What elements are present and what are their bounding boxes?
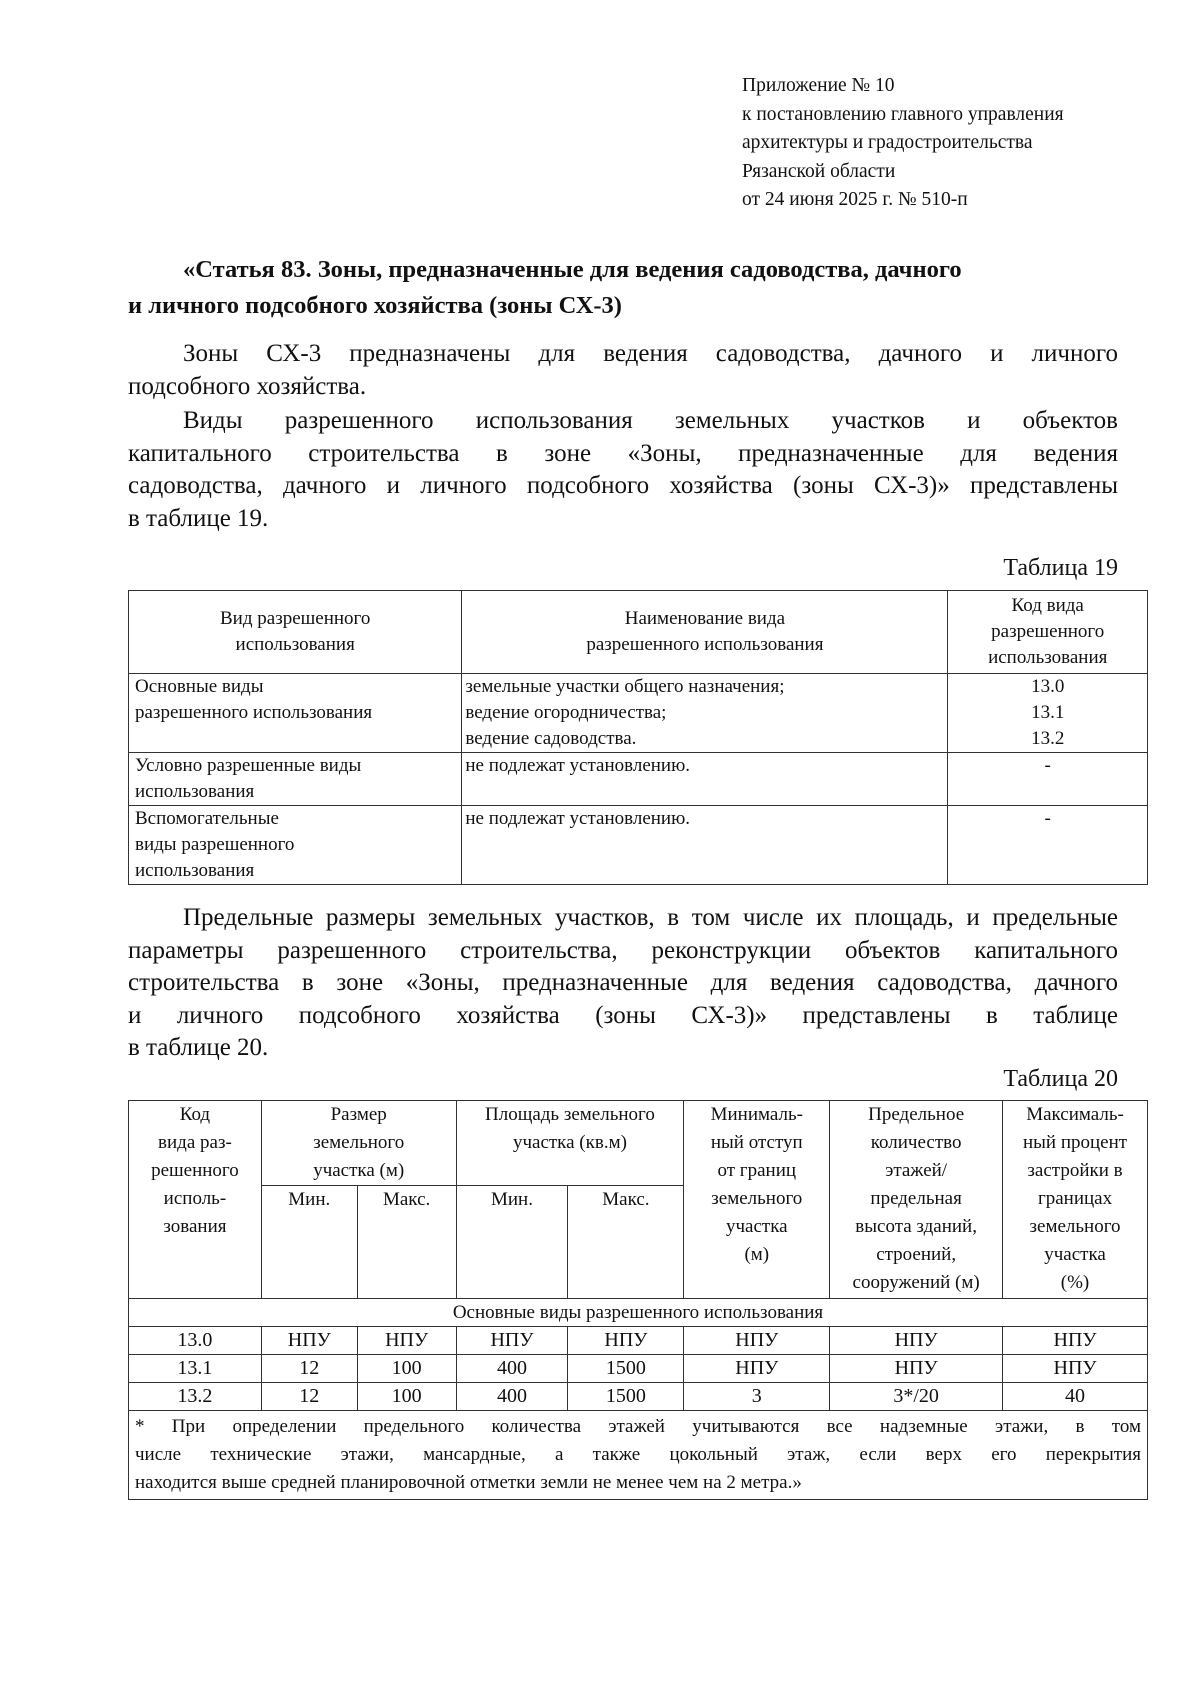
header-text: Площадь земельного [485, 1104, 655, 1125]
table19-caption: Таблица 19 [1003, 555, 1118, 581]
cell: 400 [456, 1355, 568, 1383]
header-text: участка (м) [313, 1160, 405, 1181]
footnote-line: находится выше средней планировочной отметки земли не менее чем на 2 метра.» [135, 1472, 802, 1493]
paragraph-line: строительства в зоне «Зоны, предназначенные для ведения садоводства, дачного [128, 969, 1118, 996]
header-cell [129, 591, 462, 674]
use-name-cell [462, 753, 948, 806]
paragraph-line: в таблице 20. [128, 1034, 269, 1061]
header-text: сооружений (м) [852, 1272, 980, 1293]
header-cell-floors [830, 1101, 1003, 1299]
header-text: решенного [151, 1160, 239, 1181]
use-code-cell [948, 674, 1148, 753]
paragraph-line: и личного подсобного хозяйства (зоны СХ-3)» представлены в таблице [128, 1001, 1118, 1029]
header-text: высота зданий, [855, 1216, 977, 1237]
cell-text: разрешенного использования [135, 702, 373, 723]
appendix-line: от 24 июня 2025 г. № 510-п [742, 189, 968, 210]
header-text: количество [870, 1132, 962, 1153]
cell: 100 [357, 1355, 456, 1383]
cell-text: виды разрешенного [135, 834, 295, 855]
header-cell-size-max: Макс. [357, 1186, 456, 1299]
header-text: Максималь- [1026, 1104, 1124, 1125]
cell-text: земельные участки общего назначения; [465, 676, 785, 697]
cell-text: Основные виды [135, 676, 264, 697]
header-text: Код [179, 1104, 211, 1125]
header-cell-size [261, 1101, 456, 1186]
header-text: Минималь- [710, 1104, 803, 1125]
paragraph-line: Зоны СХ-3 предназначены для ведения садоводства, дачного и личного [183, 340, 1118, 367]
cell-text: 13.1 [1031, 702, 1065, 723]
cell: НПУ [684, 1327, 830, 1355]
header-cell-code [129, 1101, 262, 1299]
table-footnote-row [129, 1411, 1148, 1500]
header-text: Код вида [1011, 595, 1084, 616]
cell: НПУ [1003, 1327, 1148, 1355]
header-cell-area [456, 1101, 684, 1186]
cell: НПУ [1003, 1355, 1148, 1383]
header-text: земельного [1029, 1216, 1121, 1237]
cell: НПУ [357, 1327, 456, 1355]
header-text: участка [1044, 1244, 1106, 1265]
cell: НПУ [261, 1327, 357, 1355]
appendix-line: к постановлению главного управления [742, 103, 1064, 125]
table-section-row [129, 1299, 1148, 1327]
cell-text: ведение огородничества; [465, 702, 667, 723]
table-header-row [129, 591, 1148, 674]
cell: 1500 [568, 1355, 684, 1383]
cell-text: 13.2 [1031, 728, 1065, 749]
table-row [129, 806, 1148, 885]
paragraph-line: Предельные размеры земельных участков, в том числе их площадь, и предельные [183, 904, 1118, 931]
footnote [129, 1411, 1148, 1500]
cell: 13.0 [129, 1327, 262, 1355]
appendix-header [742, 72, 1064, 215]
table-row [129, 1383, 1148, 1411]
cell: 13.2 [129, 1383, 262, 1411]
paragraph-line: подсобного хозяйства. [128, 372, 367, 400]
use-code-cell [948, 753, 1148, 806]
header-text: строений, [876, 1244, 957, 1265]
paragraph-intro [128, 338, 1118, 403]
use-name-cell [462, 674, 948, 753]
cell-text: использования [135, 781, 255, 802]
use-code-cell [948, 806, 1148, 885]
cell-text: Условно разрешенные виды [135, 755, 362, 776]
header-text: разрешенного [991, 621, 1105, 642]
header-cell-area-min: Мин. [456, 1186, 568, 1299]
header-text: разрешенного использования [586, 634, 824, 655]
header-cell-setback [684, 1101, 830, 1299]
title-line: «Статья 83. Зоны, предназначенные для ведения садоводства, дачного [183, 256, 962, 283]
cell: 3*/20 [830, 1383, 1003, 1411]
title-line: и личного подсобного хозяйства (зоны СХ-3) [128, 292, 622, 319]
header-text: Размер [330, 1104, 387, 1125]
header-text: предельная [870, 1188, 962, 1209]
header-text: (м) [744, 1244, 770, 1265]
cell-text: ведение садоводства. [465, 728, 637, 749]
cell-text: - [1044, 755, 1051, 776]
cell-text: не подлежат установлению. [465, 755, 691, 776]
footnote-line: числе технические этажи, мансардные, а также цокольный этаж, если верх его перекрытия [135, 1444, 1141, 1465]
header-text: использования [235, 634, 355, 655]
cell: 100 [357, 1383, 456, 1411]
header-text: исполь- [163, 1188, 227, 1209]
header-text: ный отступ [710, 1132, 803, 1153]
cell: 400 [456, 1383, 568, 1411]
header-text: от границ [717, 1160, 797, 1181]
cell-text: Вспомогательные [135, 808, 279, 829]
cell: 12 [261, 1355, 357, 1383]
table-row [129, 753, 1148, 806]
section-label: Основные виды разрешенного использования [129, 1299, 1148, 1327]
header-text: участка [725, 1216, 788, 1237]
header-cell [948, 591, 1148, 674]
header-cell-area-max: Макс. [568, 1186, 684, 1299]
appendix-line: Рязанской области [742, 160, 896, 182]
header-text: застройки в [1027, 1160, 1123, 1181]
cell: 3 [684, 1383, 830, 1411]
cell-text: использования [135, 860, 255, 881]
table19 [128, 590, 1148, 885]
use-type-cell [129, 806, 462, 885]
table-row [129, 1327, 1148, 1355]
footnote-line: * При определении предельного количества этажей учитываются все надземные этажи, в том [135, 1416, 1141, 1437]
table20-caption: Таблица 20 [1003, 1066, 1118, 1092]
table-header-row [129, 1101, 1148, 1186]
cell-text: 13.0 [1031, 676, 1065, 697]
cell: 40 [1003, 1383, 1148, 1411]
table20 [128, 1100, 1148, 1500]
header-text: границах [1037, 1188, 1113, 1209]
appendix-line: Приложение № 10 [742, 75, 895, 96]
header-text: использования [988, 647, 1108, 668]
cell: 1500 [568, 1383, 684, 1411]
header-text: ный процент [1022, 1132, 1128, 1153]
cell-text: - [1044, 808, 1051, 829]
header-text: зования [163, 1216, 227, 1237]
table-row [129, 674, 1148, 753]
header-text: земельного [313, 1132, 405, 1153]
header-cell-size-min: Мин. [261, 1186, 357, 1299]
appendix-line: архитектуры и градостроительства [742, 132, 1033, 153]
header-text: (%) [1060, 1272, 1090, 1293]
paragraph-table19-ref [128, 405, 1118, 535]
use-type-cell [129, 753, 462, 806]
paragraph-line: садоводства, дачного и личного подсобного хозяйства (зоны СХ-3)» представлены [128, 472, 1118, 499]
paragraph-line: в таблице 19. [128, 504, 269, 532]
paragraph-table20-ref [128, 902, 1118, 1065]
paragraph-line: капитального строительства в зоне «Зоны, предназначенные для ведения [128, 439, 1118, 467]
header-text: участка (кв.м) [512, 1132, 627, 1153]
cell: НПУ [830, 1355, 1003, 1383]
header-text: Вид разрешенного [220, 608, 371, 629]
use-type-cell [129, 674, 462, 753]
paragraph-line: параметры разрешенного строительства, реконструкции объектов капитального [128, 936, 1118, 964]
table-row [129, 1355, 1148, 1383]
use-name-cell [462, 806, 948, 885]
cell: 12 [261, 1383, 357, 1411]
paragraph-line: Виды разрешенного использования земельных участков и объектов [183, 407, 1118, 434]
header-cell [462, 591, 948, 674]
cell-text: не подлежат установлению. [465, 808, 691, 829]
cell: 13.1 [129, 1355, 262, 1383]
cell: НПУ [830, 1327, 1003, 1355]
cell: НПУ [684, 1355, 830, 1383]
header-text: этажей/ [885, 1160, 948, 1181]
header-text: земельного [711, 1188, 803, 1209]
cell: НПУ [456, 1327, 568, 1355]
article-title [128, 252, 1118, 324]
cell: НПУ [568, 1327, 684, 1355]
header-text: вида раз- [158, 1132, 232, 1153]
header-text: Предельное [868, 1104, 965, 1125]
header-cell-percent [1003, 1101, 1148, 1299]
header-text: Наименование вида [624, 608, 786, 629]
